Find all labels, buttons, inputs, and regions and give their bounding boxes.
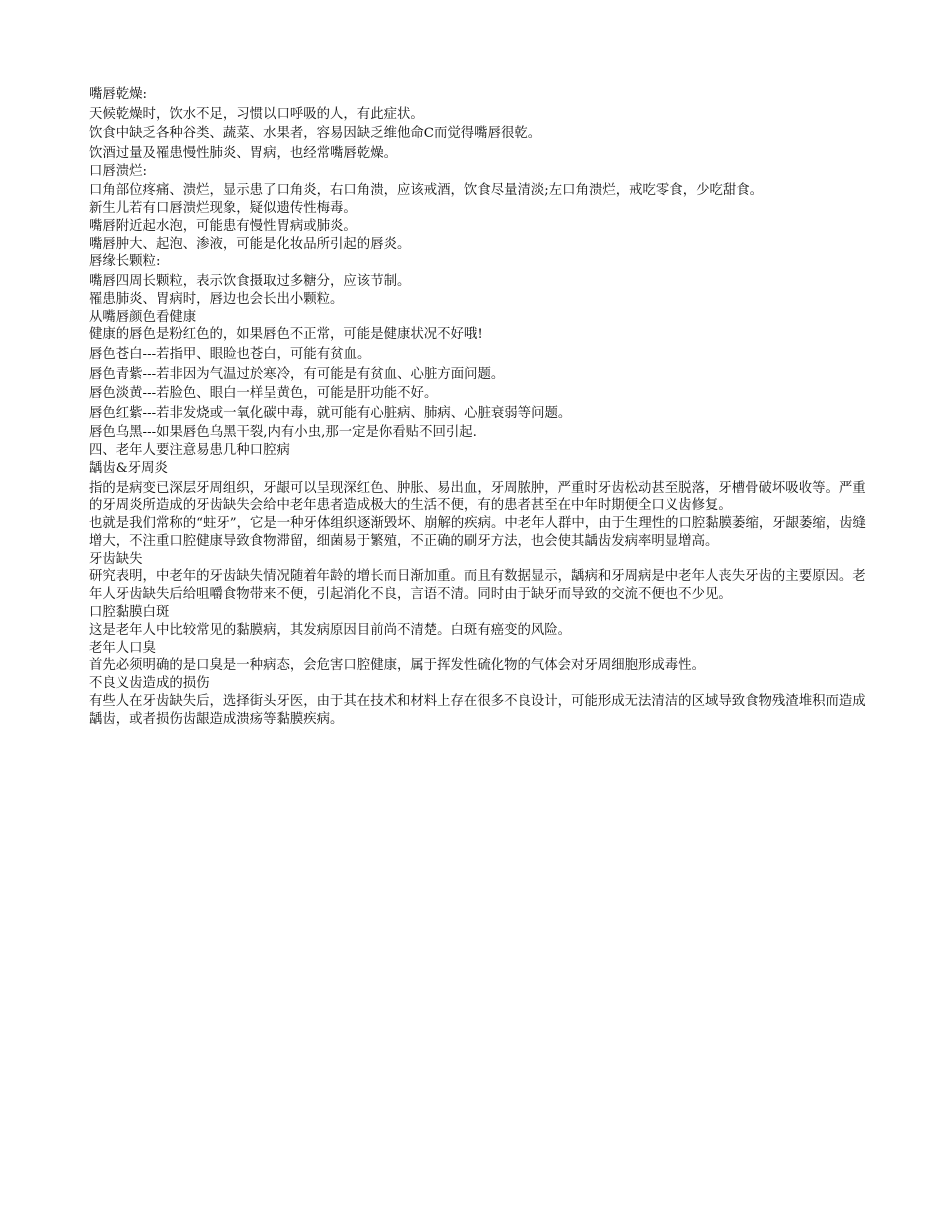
paragraph: 首先必须明确的是口臭是一种病态，会危害口腔健康，属于挥发性硫化物的气体会对牙周细胞形成毒性。: [89, 658, 705, 674]
document-body: [89, 86, 879, 729]
heading-lip-granules: 唇缘长颗粒:: [89, 254, 161, 270]
paragraph: 也就是我们常称的“蛀牙”，它是一种牙体组织逐渐毁坏、崩解的疾病。中老年人群中，由于生理性的口腔黏膜萎缩，牙龈萎缩，齿缝增大，不注重口腔健康导致食物滞留，细菌易于繁殖，不正确的刷牙方法，也会使其龋齿发病率明显增高。: [89, 516, 866, 549]
text-line: 唇色红紫---若非发烧或一氧化碳中毒，就可能有心脏病、肺病、心脏衰弱等问题。: [89, 405, 572, 421]
heading-lip-color: 从嘴唇颜色看健康: [89, 309, 197, 325]
text-line: 新生儿若有口唇溃烂现象，疑似遗传性梅毒。: [89, 200, 357, 216]
text-line: 唇色青紫---若非因为气温过於寒冷，有可能是有贫血、心脏方面问题。: [89, 366, 505, 382]
text-line: 饮食中缺乏各种谷类、蔬菜、水果者，容易因缺乏维他命C而觉得嘴唇很乾。: [89, 126, 542, 142]
text-line: 口角部位疼痛、溃烂，显示患了口角炎，右口角溃，应该戒酒，饮食尽量清淡;左口角溃烂，戒吃零食，少吃甜食。: [89, 183, 764, 199]
paragraph: 指的是病变已深层牙周组织，牙龈可以呈现深红色、肿胀、易出血，牙周脓肿，严重时牙齿松动甚至脱落，牙槽骨破坏吸收等。严重的牙周炎所造成的牙齿缺失会给中老年患者造成极大的生活不便，有的患者甚至在中年时期便全口义齿修复。: [89, 480, 866, 514]
text-line: 唇色苍白---若指甲、眼睑也苍白，可能有贫血。: [89, 346, 371, 362]
text-line: 唇色淡黄---若脸色、眼白一样呈黄色，可能是肝功能不好。: [89, 386, 438, 402]
heading-elderly-oral-diseases: 四、老年人要注意易患几种口腔病: [89, 443, 290, 459]
heading-caries-periodontitis: 龋齿&牙周炎: [89, 460, 168, 476]
heading-bad-breath: 老年人口臭: [89, 640, 156, 656]
paragraph: 有些人在牙齿缺失后，选择街头牙医，由于其在技术和材料上存在很多不良设计，可能形成无法清洁的区域导致食物残渣堆积而造成龋齿，或者损伤齿龈造成溃疡等黏膜疾病。: [89, 694, 866, 727]
text-line: 嘴唇肿大、起泡、渗液，可能是化妆品所引起的唇炎。: [89, 236, 411, 252]
heading-tooth-loss: 牙齿缺失: [89, 551, 143, 567]
text-line: 饮酒过量及罹患慢性肺炎、胃病，也经常嘴唇乾燥。: [89, 145, 397, 161]
heading-denture-damage: 不良义齿造成的损伤: [89, 676, 210, 692]
heading-leukoplakia: 口腔黏膜白斑: [89, 605, 170, 621]
text-line: 罹患肺炎、胃病时，唇边也会长出小颗粒。: [89, 291, 344, 307]
text-line: 天候乾燥时，饮水不足，习惯以口呼吸的人，有此症状。: [89, 106, 424, 122]
heading-lip-ulcer: 口唇溃烂:: [89, 163, 148, 179]
paragraph: 研究表明，中老年的牙齿缺失情况随着年龄的增长而日渐加重。而且有数据显示，龋病和牙周病是中老年人丧失牙齿的主要原因。老年人牙齿缺失后给咀嚼食物带来不便，引起消化不良，言语不清。同时由于缺牙而导致的交流不便也不少见。: [89, 569, 866, 603]
heading-lip-dryness: 嘴唇乾燥:: [89, 87, 148, 102]
text-line: 嘴唇四周长颗粒，表示饮食摄取过多糖分，应该节制。: [89, 273, 411, 289]
paragraph: 这是老年人中比较常见的黏膜病，其发病原因目前尚不清楚。白斑有癌变的风险。: [89, 622, 572, 638]
text-line: 嘴唇附近起水泡，可能患有慢性胃病或肺炎。: [89, 218, 357, 234]
text-line: 健康的唇色是粉红色的，如果唇色不正常，可能是健康状况不好哦!: [89, 327, 483, 343]
text-line: 唇色乌黑---如果唇色乌黑干裂,内有小虫,那一定是你看贴不回引起.: [89, 425, 477, 441]
